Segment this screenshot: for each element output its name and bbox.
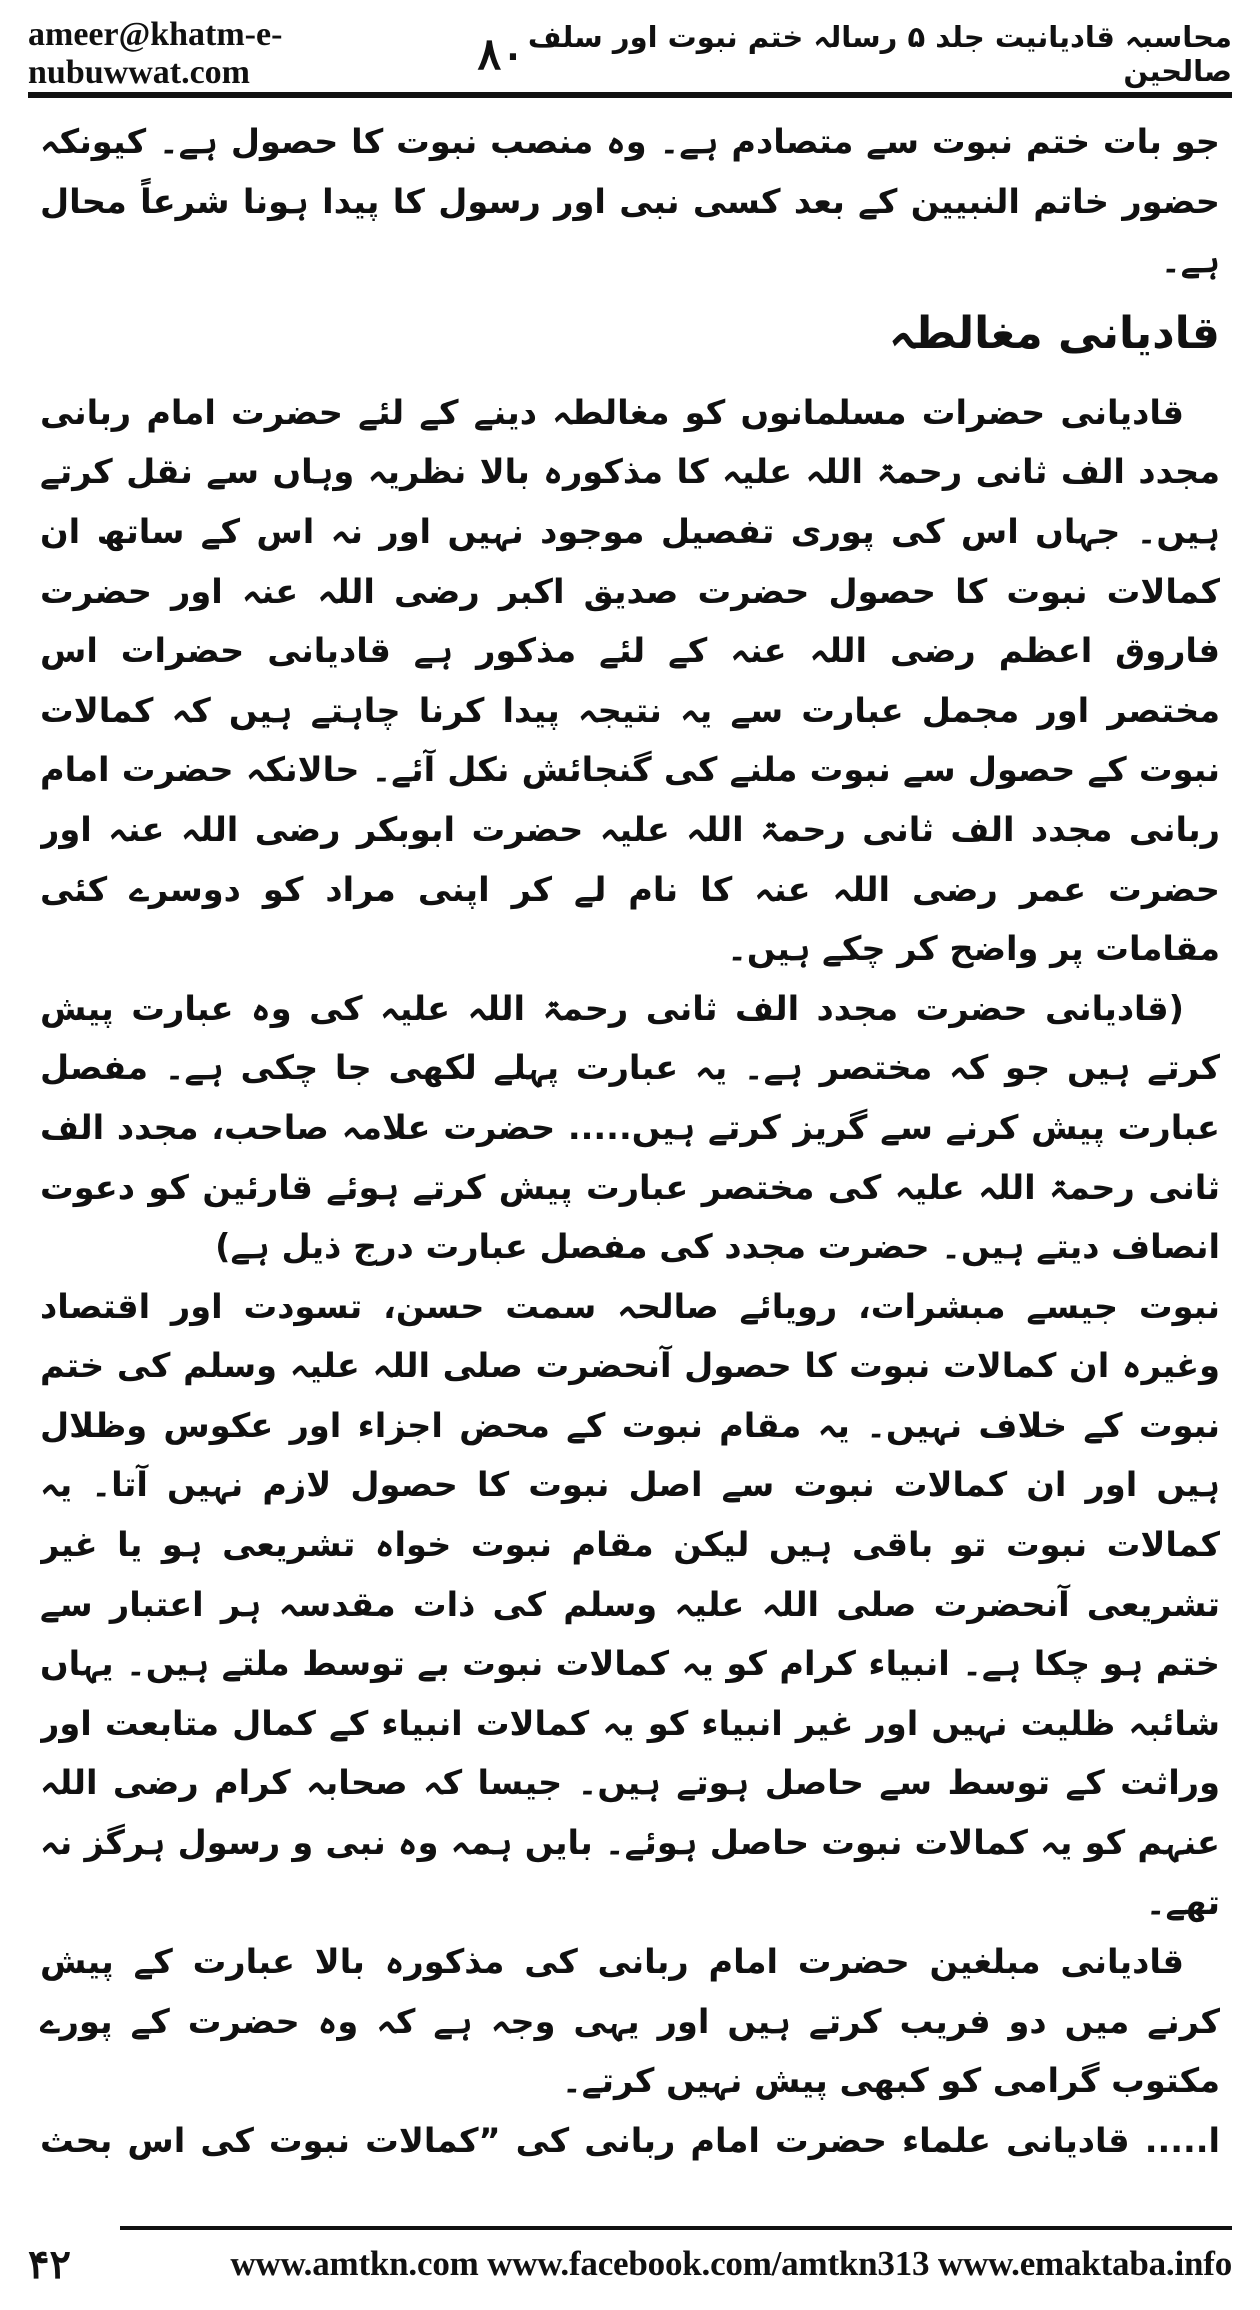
- paragraph-3: نبوت جیسے مبشرات، رویائے صالحہ سمت حسن، تسودت اور اقتصاد وغیرہ ان کمالات نبوت کا حصول آنحضرت صلی اللہ علیہ وسلم کی ختم نبوت کے خلاف نہیں۔ یہ مقام نبوت کے محض اجزاء اور عکوس وظلال ہیں اور ان کمالات نبوت سے اصل نبوت کا حصول لازم نہیں آتا۔ یہ کمالات نبوت تو باقی ہیں لیکن مقام نبوت خواہ تشریعی ہو یا غیر تشریعی آنحضرت صلی اللہ علیہ وسلم کی ذات مقدسہ ہر اعتبار سے ختم ہو چکا ہے۔ انبیاء کرام کو یہ کمالات نبوت بے توسط ملتے ہیں۔ یہاں شائبہ ظلیت نہیں اور غیر انبیاء کو یہ کمالات انبیاء کے کمال متابعت اور وراثت کے توسط سے حاصل ہوتے ہیں۔ جیسا کہ صحابہ کرام رضی اللہ عنہم کو یہ کمالات نبوت حاصل ہوئے۔ بایں ہمہ وہ نبی و رسول ہرگز نہ تھے۔: [40, 1286, 1220, 1922]
- footer-page-number: ۴۲: [28, 2241, 71, 2287]
- header-page-number: ۸۰: [477, 29, 525, 79]
- paragraph-5: ا..... قادیانی علماء حضرت امام ربانی کی ”کمالات نبوت کی اس بحث: [40, 2121, 1220, 2160]
- footer-links: www.amtkn.com www.facebook.com/amtkn313 www.emaktaba.info: [230, 2244, 1232, 2283]
- header-title: محاسبہ قادیانیت جلد ۵ رسالہ ختم نبوت اور سلف صالحین: [527, 20, 1232, 88]
- page-footer: [28, 2236, 1232, 2292]
- paragraph-1: قادیانی حضرات مسلمانوں کو مغالطہ دینے کے لئے حضرت امام ربانی مجدد الف ثانی رحمۃ اللہ علیہ کا مذکورہ بالا نظریہ وہاں سے نقل کرتے ہیں۔ جہاں اس کی پوری تفصیل موجود نہیں اور نہ اس کے ساتھ ان کمالات نبوت کا حصول حضرت صدیق اکبر رضی اللہ عنہ اور حضرت فاروق اعظم رضی اللہ عنہ کے لئے مذکور ہے قادیانی حضرات اس مختصر اور مجمل عبارت سے یہ نتیجہ پیدا کرنا چاہتے ہیں کہ کمالات نبوت کے حصول سے نبوت ملنے کی گنجائش نکل آئے۔ حالانکہ حضرت امام ربانی مجدد الف ثانی رحمۃ اللہ علیہ حضرت ابوبکر رضی اللہ عنہ اور حضرت عمر رضی اللہ عنہ کا نام لے کر اپنی مراد کو دوسرے کئی مقامات پر واضح کر چکے ہیں۔: [40, 392, 1220, 969]
- header-rule: [28, 92, 1232, 98]
- paragraph-4: قادیانی مبلغین حضرت امام ربانی کی مذکورہ بالا عبارت کے پیش کرنے میں دو فریب کرتے ہیں اور یہی وجہ ہے کہ وہ حضرت کے پورے مکتوب گرامی کو کبھی پیش نہیں کرتے۔: [40, 1942, 1220, 2101]
- page-content: [40, 112, 1220, 2172]
- page-header: [28, 16, 1232, 91]
- intro-paragraph: جو بات ختم نبوت سے متصادم ہے۔ وہ منصب نبوت کا حصول ہے۔ کیونکہ حضور خاتم النبیین کے بعد کسی نبی اور رسول کا پیدا ہونا شرعاً محال ہے۔: [40, 122, 1220, 281]
- footer-rule: [120, 2226, 1232, 2230]
- header-email: ameer@khatm-e-nubuwwat.com: [28, 16, 283, 91]
- paragraph-2: (قادیانی حضرت مجدد الف ثانی رحمۃ اللہ علیہ کی وہ عبارت پیش کرتے ہیں جو کہ مختصر ہے۔ یہ عبارت پہلے لکھی جا چکی ہے۔ مفصل عبارت پیش کرنے سے گریز کرتے ہیں..... حضرت علامہ صاحب، مجدد الف ثانی رحمۃ اللہ علیہ کی مختصر عبارت پیش کرتے ہوئے قارئین کو دعوت انصاف دیتے ہیں۔ حضرت مجدد کی مفصل عبارت درج ذیل ہے): [40, 988, 1220, 1267]
- section-heading: قادیانی مغالطہ: [888, 307, 1220, 359]
